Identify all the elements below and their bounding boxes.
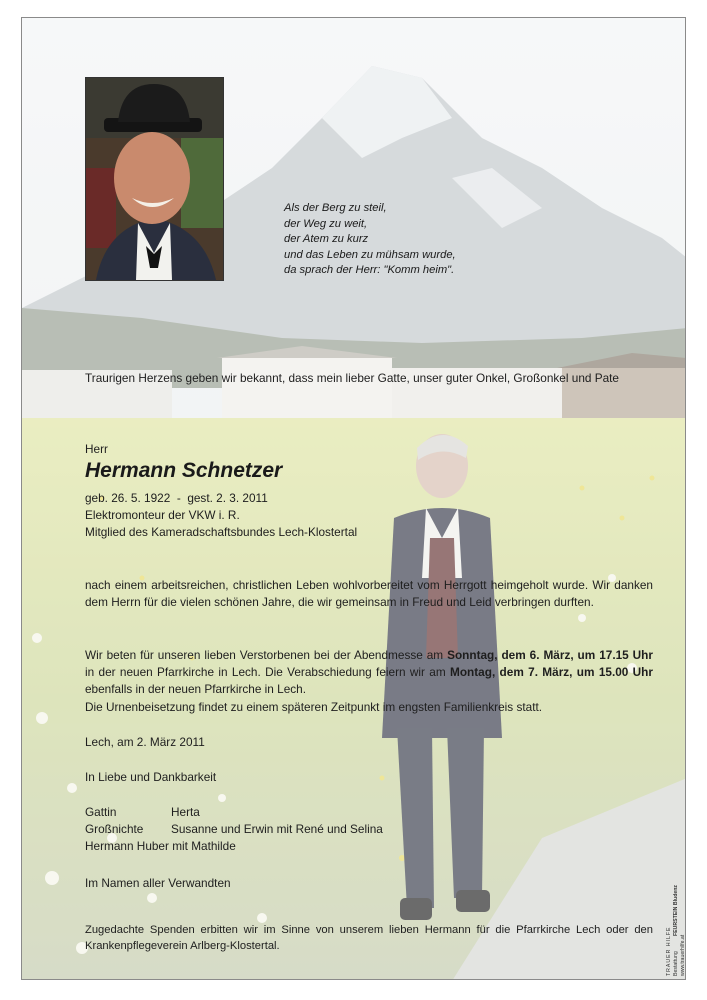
place-date: Lech, am 2. März 2011	[85, 735, 205, 749]
farewell-datetime: Montag, dem 7. März, um 15.00 Uhr	[450, 665, 653, 679]
closing-text: In Liebe und Dankbarkeit	[85, 770, 217, 784]
mourner-names: Herta	[171, 805, 200, 819]
mass-datetime: Sonntag, dem 6. März, um 17.15 Uhr	[447, 648, 653, 662]
mourner-row	[85, 804, 383, 821]
family-text: Im Namen aller Verwandten	[85, 876, 231, 890]
mourner-role: Gattin	[85, 805, 117, 819]
salutation: Herr	[85, 442, 108, 456]
mourner-row	[85, 821, 383, 838]
mourner-role: Großnichte	[85, 822, 144, 836]
paragraph-life: nach einem arbeitsreichen, christlichen Leben wohlvorbereitet vom Herrgott heimgeholt wurde. Wir danken dem Herrn für die vielen schönen Jahre, die wir gemeinsam in Freud und Leid verbringen durften.	[85, 578, 653, 609]
imprint-line-2: Bestattung	[673, 951, 679, 976]
imprint-line-3: FEURSTEIN Bludenz	[673, 884, 679, 936]
imprint-line-1: TRAUER HILFE	[666, 926, 672, 976]
service-text: Wir beten für unseren lieben Verstorbenen bei der Abendmesse am	[85, 648, 448, 662]
service-text: ebenfalls in der neuen Pfarrkirche in Lech.	[85, 682, 306, 696]
service-text: in der neuen Pfarrkirche in Lech. Die Verabschiedung feiern wir am	[85, 665, 451, 679]
mourner-row	[85, 838, 383, 855]
donations-text: Zugedachte Spenden erbitten wir im Sinne von unserem lieben Hermann für die Pfarrkirche Lech oder den Krankenpflegeverein Arlberg-Klostertal.	[85, 924, 653, 952]
funeral-home-imprint	[662, 868, 686, 978]
occupation: Elektromonteur der VKW i. R.	[85, 508, 240, 522]
poem-line: der Atem zu kurz	[284, 233, 369, 246]
imprint-line-4: www.trauerhilfe.at	[680, 934, 686, 976]
deceased-name: Hermann Schnetzer	[85, 459, 283, 482]
portrait-photo	[85, 77, 224, 281]
mourner-role: Hermann Huber mit Mathilde	[85, 839, 236, 853]
poem-line: und das Leben zu mühsam wurde,	[284, 248, 456, 261]
poem-line: da sprach der Herr: "Komm heim".	[284, 264, 455, 277]
membership: Mitglied des Kameradschaftsbundes Lech-Klostertal	[85, 525, 358, 539]
poem	[284, 201, 456, 279]
mourner-names: Susanne und Erwin mit René und Selina	[171, 822, 383, 836]
intro-text: Traurigen Herzens geben wir bekannt, dass mein lieber Gatte, unser guter Onkel, Großonkel und Pate	[85, 371, 619, 385]
urn-burial-text: Die Urnenbeisetzung findet zu einem späteren Zeitpunkt im engsten Familienkreis statt.	[85, 700, 543, 714]
paragraph-service	[85, 647, 653, 698]
obituary-card	[21, 17, 686, 980]
life-dates: geb. 26. 5. 1922 - gest. 2. 3. 2011	[85, 491, 268, 505]
poem-line: Als der Berg zu steil,	[284, 202, 387, 214]
mourners-list	[85, 804, 383, 855]
poem-line: der Weg zu weit,	[284, 217, 368, 230]
